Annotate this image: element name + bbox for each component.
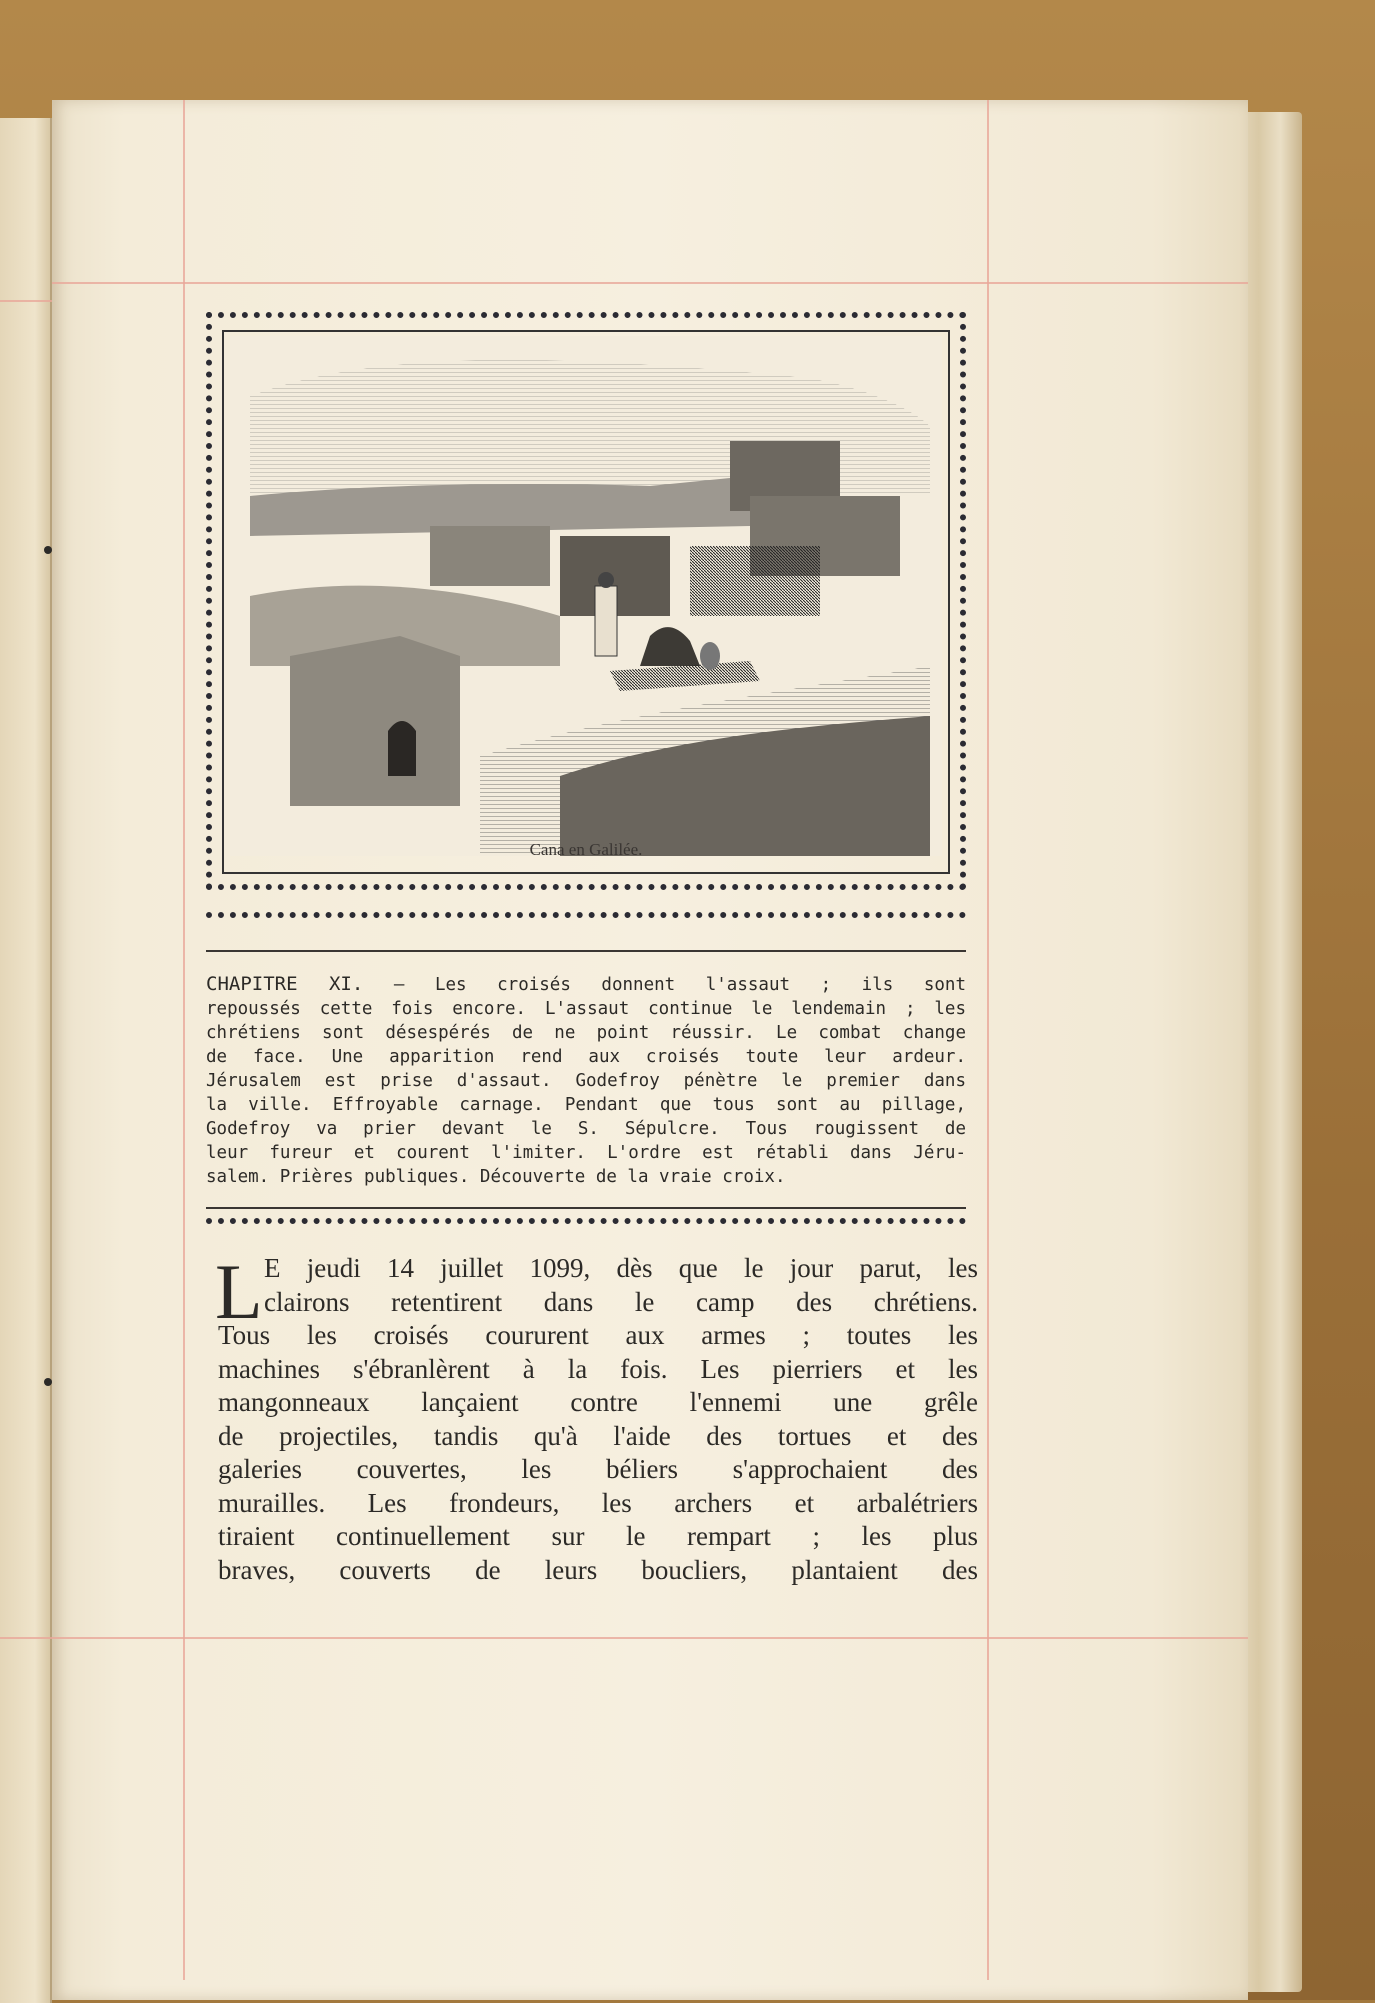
- margin-line-right: [987, 100, 989, 1980]
- body-line: galeries couvertes, les béliers s'approchaient des: [218, 1454, 978, 1484]
- summary-line: Godefroy va prier devant le S. Sépulcre. Tous rougissent de: [206, 1119, 966, 1139]
- summary-line: leur fureur et courent l'imiter. L'ordre est rétabli dans Jéru-: [206, 1143, 966, 1163]
- body-line: braves, couverts de leurs boucliers, plantaient des: [218, 1554, 978, 1585]
- margin-line-bottom: [0, 1637, 1248, 1639]
- left-page-edge: [0, 118, 52, 2003]
- margin-line-left: [183, 100, 185, 1980]
- body-line: Tous les croisés coururent aux armes ; toutes les: [218, 1320, 978, 1350]
- binding-stitch: [44, 1378, 52, 1386]
- illustration-caption: Cana en Galilée.: [529, 840, 643, 859]
- summary-line: salem. Prières publiques. Découverte de la vraie croix.: [206, 1167, 786, 1187]
- body-line: mangonneaux lançaient contre l'ennemi une grêle: [218, 1387, 978, 1417]
- rule-line-top: [206, 950, 966, 952]
- body-line: clairons retentirent dans le camp des chrétiens.: [264, 1286, 978, 1317]
- summary-line: de face. Une apparition rend aux croisés toute leur ardeur.: [206, 1047, 966, 1067]
- summary-line: Jérusalem est prise d'assaut. Godefroy pénètre le premier dans: [206, 1071, 966, 1091]
- ornamental-rule-bottom: [206, 1218, 966, 1236]
- body-line: machines s'ébranlèrent à la fois. Les pierriers et les: [218, 1353, 978, 1384]
- chapter-body-text: [218, 1252, 978, 1587]
- body-line: de projectiles, tandis qu'à l'aide des tortues et des: [218, 1420, 978, 1451]
- ornamental-rule-top: [206, 912, 966, 930]
- body-line: murailles. Les frondeurs, les archers et arbalétriers: [218, 1487, 978, 1518]
- body-line: tiraient continuellement sur le rempart ; les plus: [218, 1521, 978, 1551]
- left-page-margin-line: [0, 300, 52, 302]
- binding-stitch: [44, 546, 52, 554]
- chapter-heading: CHAPITRE XI.: [206, 973, 364, 995]
- summary-line: repoussés cette fois encore. L'assaut continue le lendemain ; les: [206, 999, 966, 1019]
- body-line: E jeudi 14 juillet 1099, dès que le jour parut, les: [264, 1253, 978, 1283]
- summary-line: chrétiens sont désespérés de ne point réussir. Le combat change: [206, 1023, 966, 1043]
- drop-cap: L: [215, 1248, 263, 1335]
- rule-line-bottom: [206, 1207, 966, 1209]
- summary-line: la ville. Effroyable carnage. Pendant que tous sont au pillage,: [206, 1095, 966, 1115]
- chapter-summary: [206, 972, 966, 1189]
- cana-engraving-illustration: [230, 336, 942, 856]
- summary-line-1: CHAPITRE XI. — Les croisés donnent l'assaut ; ils sont: [206, 973, 966, 995]
- margin-line-top: [52, 282, 1248, 284]
